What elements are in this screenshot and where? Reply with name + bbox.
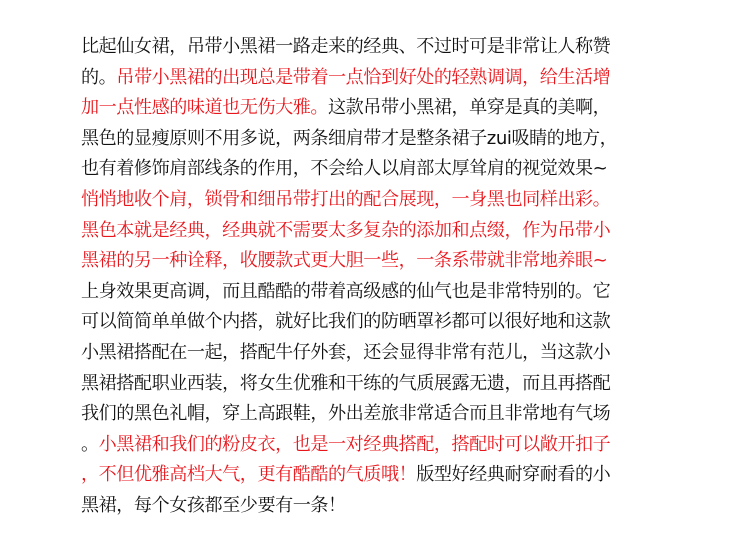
text-segment: 我们的黑色礼帽，穿上高跟鞋，外出差旅非常适合而且非常地有气场 <box>81 403 611 425</box>
text-segment: 上身效果更高调，而且酷酷的带着高级感的仙气也是非常特别的。它 <box>81 280 611 302</box>
text-line <box>81 124 669 155</box>
text-line <box>81 430 669 461</box>
text-line <box>81 491 669 522</box>
text-segment: 黑裙，每个女孩都至少要有一条！ <box>81 494 346 516</box>
text-line <box>81 277 669 308</box>
text-line <box>81 154 669 185</box>
text-line <box>81 307 669 338</box>
highlighted-text-segment: 加一点性感的味道也无伤大雅。 <box>81 97 329 119</box>
text-segment: 这款吊带小黑裙，单穿是真的美啊， <box>328 97 611 119</box>
text-line <box>81 93 669 124</box>
highlighted-text-segment: ，不但优雅高档大气，更有酷酷的气质哦！ <box>81 464 417 486</box>
text-line <box>81 63 669 94</box>
text-segment: 比起仙女裙，吊带小黑裙一路走来的经典、不过时可是非常让人称赞 <box>81 36 611 57</box>
highlighted-text-segment: 黑裙的另一种诠释，收腰款式更大胆一些，一条系带就非常地养眼~ <box>81 250 608 272</box>
text-line <box>81 32 669 63</box>
text-segment: 也有着修饰肩部线条的作用，不会给人以肩部太厚耸肩的视觉效果~ <box>81 158 608 180</box>
text-segment: 版型好经典耐穿耐看的小 <box>416 464 611 486</box>
text-line <box>81 216 669 247</box>
text-line <box>81 246 669 277</box>
text-line <box>81 460 669 491</box>
text-line <box>81 185 669 216</box>
text-segment: 。 <box>81 433 99 455</box>
highlighted-text-segment: 吊带小黑裙的出现总是带着一点恰到好处的轻熟调调，给生活增 <box>116 66 611 88</box>
text-line <box>81 369 669 400</box>
highlighted-text-segment: 黑色本就是经典，经典就不需要太多复杂的添加和点缀，作为吊带小 <box>81 219 611 241</box>
text-segment: 可以简简单单做个内搭，就好比我们的防晒罩衫都可以很好地和这款 <box>81 311 611 333</box>
highlighted-text-segment: 悄悄地收个肩，锁骨和细吊带打出的配合展现，一身黑也同样出彩。 <box>81 188 611 210</box>
text-segment: 黑裙搭配职业西装，将女生优雅和干练的气质展露无遗，而且再搭配 <box>81 372 611 394</box>
text-line <box>81 338 669 369</box>
highlighted-text-segment: 小黑裙和我们的粉皮衣，也是一对经典搭配，搭配时可以敞开扣子 <box>98 433 611 455</box>
text-segment: 小黑裙搭配在一起，搭配牛仔外套，还会显得非常有范儿，当这款小 <box>81 341 611 363</box>
article-body <box>81 32 669 522</box>
text-line <box>81 399 669 430</box>
text-segment: 的。 <box>81 66 117 88</box>
text-segment: 黑色的显瘦原则不用多说，两条细肩带才是整条裙子zui吸睛的地方， <box>81 127 618 149</box>
